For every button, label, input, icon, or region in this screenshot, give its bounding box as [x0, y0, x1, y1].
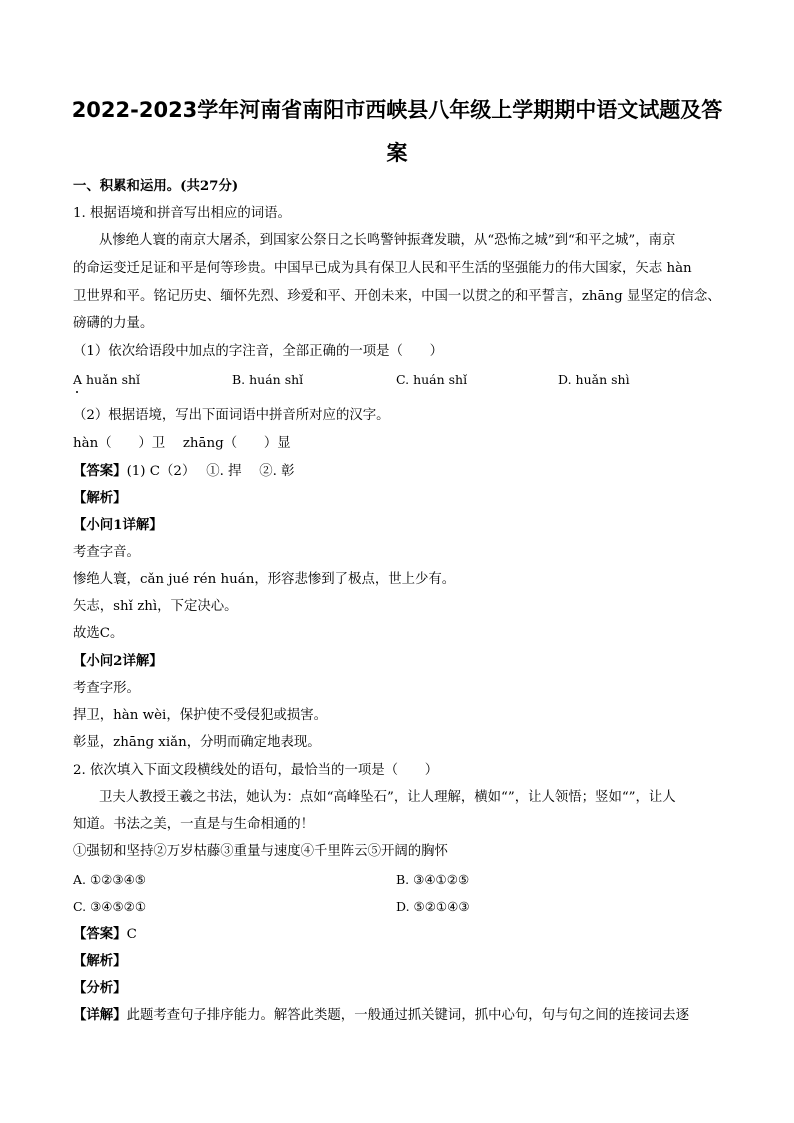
fenxi-label: 【分析】	[73, 980, 127, 996]
detail-label: 【详解】	[73, 1007, 127, 1023]
analysis-label: 【解析】	[73, 953, 127, 969]
document-title-continued: 案	[386, 141, 408, 165]
sub-question-2: （2）根据语境，写出下面词语中拼音所对应的汉字。	[73, 408, 390, 423]
emphasis-dot	[76, 391, 78, 393]
option-d: D. huǎn shì	[558, 372, 630, 387]
analysis-line: 捍卫，hàn wèi，保护使不受侵犯或损害。	[73, 708, 328, 723]
answer-text: C	[126, 927, 137, 942]
answer-label: 【答案】	[73, 463, 127, 479]
analysis-line: 惨绝人寰，cǎn jué rén huán，形容悲惨到了极点，世上少有。	[73, 572, 456, 587]
answer-label: 【答案】	[73, 926, 127, 942]
analysis-line: 矢志，shǐ zhì，下定决心。	[73, 599, 238, 614]
sub-question-2-blanks: hàn（ ）卫 zhāng（ ）显	[73, 436, 291, 451]
sub-analysis-1-label: 【小问1详解】	[73, 517, 163, 533]
passage-line: 磅礴的力量。	[73, 316, 154, 331]
analysis-line: 考查字音。	[73, 545, 140, 560]
sub-analysis-2-label: 【小问2详解】	[73, 653, 163, 669]
answer-line	[73, 461, 723, 482]
analysis-line: 考查字形。	[73, 681, 140, 696]
choices-line: ①强韧和坚持②万岁枯藤③重量与速度④千里阵云⑤开阔的胸怀	[73, 844, 448, 859]
passage-line: 卫世界和平。铭记历史、缅怀先烈、珍爱和平、开创未来，中国一以贯之的和平誓言，zhāng 显坚定的信念、	[73, 289, 721, 304]
passage-line: 从惨绝人寰的南京大屠杀，到国家公祭日之长鸣警钟振聋发聩，从“恐怖之城”到“和平之城”，南京	[99, 233, 676, 248]
analysis-line: 故选C。	[73, 626, 124, 641]
option-c: C. ③④⑤②①	[73, 899, 147, 914]
detail-line	[73, 1005, 723, 1026]
passage-line: 卫夫人教授王羲之书法，她认为：点如“高峰坠石”，让人理解，横如“”，让人领悟；竖如“”，让人	[99, 790, 676, 805]
sub-question-1: （1）依次给语段中加点的字注音，全部正确的一项是（ ）	[73, 344, 444, 359]
answer-line	[73, 924, 723, 945]
option-a: A huǎn shǐ	[73, 372, 141, 387]
analysis-label: 【解析】	[73, 490, 127, 506]
answer-text: (1) C（2） ①. 捍 ②. 彰	[126, 464, 295, 479]
section-heading: 一、积累和运用。(共27分)	[73, 178, 239, 194]
question-1-stem: 1. 根据语境和拼音写出相应的词语。	[73, 206, 291, 221]
question-2-stem: 2. 依次填入下面文段横线处的语句，最恰当的一项是（ ）	[73, 763, 439, 778]
option-b: B. ③④①②⑤	[396, 872, 470, 887]
document-title: 2022-2023学年河南省南阳市西峡县八年级上学期期中语文试题及答	[71, 98, 723, 122]
option-d: D. ⑤②①④③	[396, 899, 470, 914]
option-b: B. huán shǐ	[232, 372, 304, 387]
option-a: A. ①②③④⑤	[73, 872, 147, 887]
passage-line: 知道。书法之美，一直是与生命相通的！	[73, 817, 315, 832]
analysis-line: 彰显，zhāng xiǎn，分明而确定地表现。	[73, 735, 321, 750]
detail-text: 此题考查句子排序能力。解答此类题，一般通过抓关键词，抓中心句，句与句之间的连接词去逐	[126, 1008, 689, 1023]
option-c: C. huán shǐ	[396, 372, 468, 387]
passage-line: 的命运变迁足证和平是何等珍贵。中国早已成为具有保卫人民和平生活的坚强能力的伟大国家，矢志 hàn	[73, 261, 692, 276]
